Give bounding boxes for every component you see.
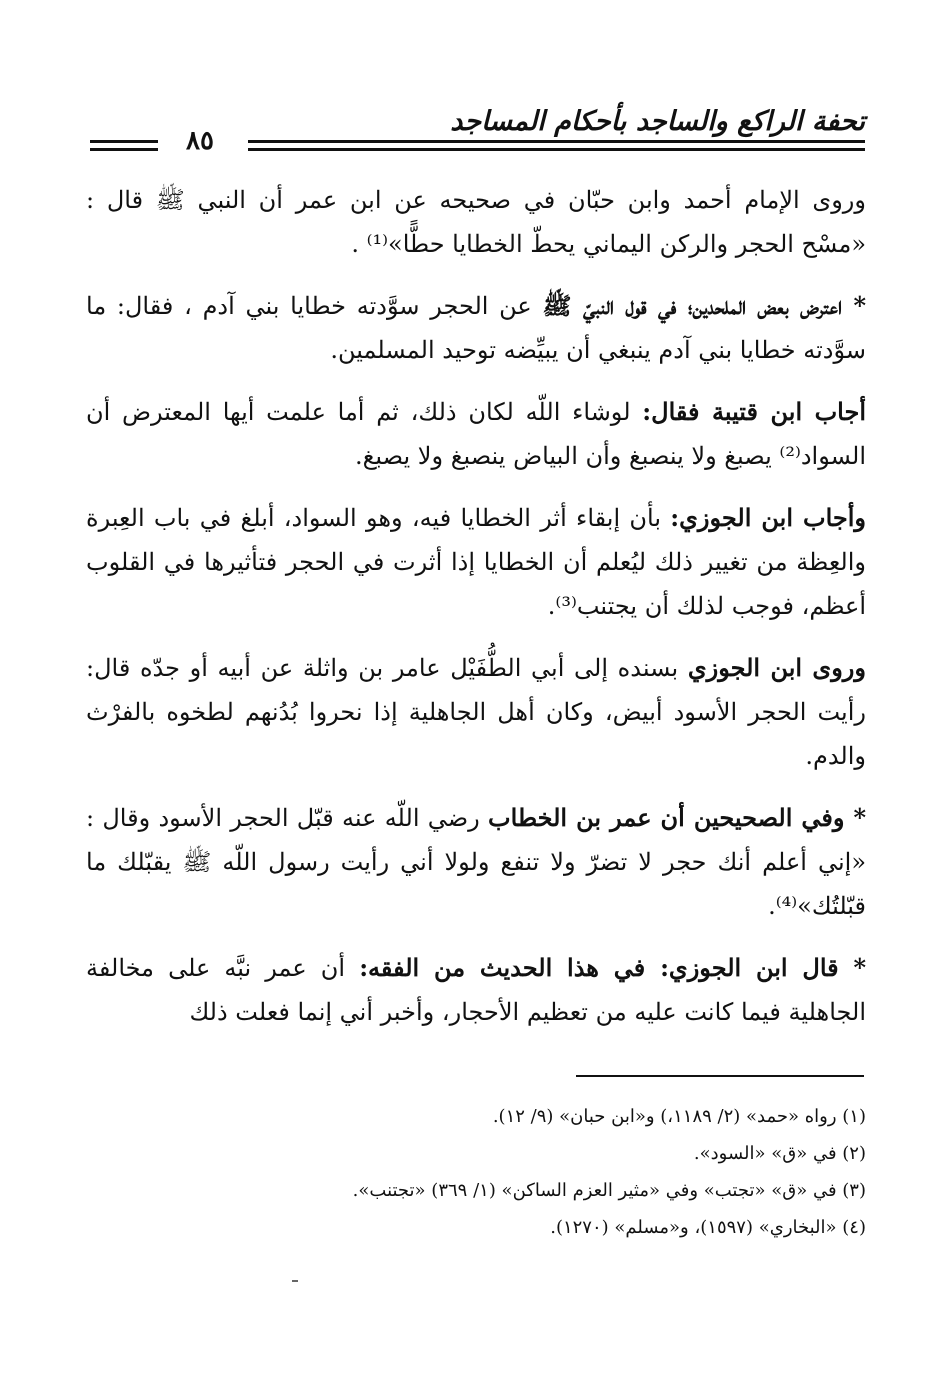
footnotes: [86, 1098, 866, 1246]
paragraph-lead: وأجاب ابن الجوزي:: [670, 503, 866, 532]
footnote: (٤) «البخاري» (١٥٩٧)، و«مسلم» (١٢٧٠).: [550, 1217, 866, 1238]
paragraph: [86, 390, 866, 478]
paragraph: [86, 946, 866, 1034]
footnote: (١) رواه «حمد» (٢/ ١١٨٩،) و«ابن حبان» (٩/ ١٢).: [492, 1106, 866, 1127]
paragraph-lead: أجاب ابن قتيبة فقال:: [642, 397, 866, 426]
header-rule: [90, 148, 158, 151]
paragraph-lead: * وفي الصحيحين أن عمر بن الخطاب: [488, 803, 866, 832]
footnote: (٣) في «ق» «تجتب» وفي «مثير العزم الساكن» (١/ ٣٦٩) «تجتنب».: [352, 1180, 866, 1201]
paragraph-text: لوشاء اللّه لكان ذلك، ثم أما علمت أيها المعترض أن السواد⁽²⁾ يصبغ ولا ينصبغ وأن البياض ينصبغ ولا يصبغ.: [86, 398, 866, 470]
paragraph-text: وروى الإمام أحمد وابن حبّان في صحيحه عن ابن عمر أن النبي ﷺ قال : «مسْح الحجر والركن اليماني يحطّ الخطايا حطًّا»⁽¹⁾ .: [86, 186, 866, 258]
paragraph: [86, 646, 866, 778]
paragraph-text: رضي اللّه عنه قبّل الحجر الأسود وقال : «إني أعلم أنك حجر لا تضرّ ولا تنفع ولولا أني رأيت رسول اللّه ﷺ يقبّلك ما قبّلتُك»⁽⁴⁾.: [86, 804, 866, 920]
header-rule: [248, 148, 865, 151]
paragraph: [86, 796, 866, 928]
book-title: تحفة الراكع والساجد بأحكام المساجد: [450, 106, 865, 137]
footnote: (٢) في «ق» «السود».: [693, 1143, 866, 1164]
paragraph: [86, 496, 866, 628]
paragraph-text: أن عمر نبَّه على مخالفة الجاهلية فيما كانت عليه من تعظيم الأحجار، وأخبر أني إنما فعلت ذلك: [86, 954, 866, 1026]
print-mark: [292, 1280, 298, 1282]
page-number: ٨٥: [186, 126, 214, 156]
main-text: [86, 178, 866, 1052]
footnote-separator: [576, 1075, 864, 1077]
paragraph: [86, 284, 866, 372]
header-rule: [90, 140, 158, 143]
page-header: [90, 96, 865, 160]
header-rule: [248, 140, 865, 143]
paragraph-lead: * قال ابن الجوزي: في هذا الحديث من الفقه:: [359, 953, 866, 982]
paragraph-text: بأن إبقاء أثر الخطايا فيه، وهو السواد، أبلغ في باب العِبرة والعِظة من تغيير ذلك ليُعلم أن الخطايا إذا أثرت في الحجر فتأثيرها في القلوب أعظم، فوجب لذلك أن يجتنب⁽³⁾.: [86, 504, 866, 620]
paragraph-lead: وروى ابن الجوزي: [687, 653, 866, 682]
paragraph: [86, 178, 866, 266]
paragraph-text: بسنده إلى أبي الطُّفَيْل عامر بن واثلة عن أبيه أو جدّه قال: رأيت الحجر الأسود أبيض، وكان أهل الجاهلية إذا نحروا بُدُنهم لطخوه بالفرْث والدم.: [86, 654, 866, 770]
paragraph-text: عن الحجر سوَّدته خطايا بني آدم ، فقال: ما سوَّدته خطايا بني آدم ينبغي أن يبيِّضه توحيد المسلمين.: [86, 292, 866, 364]
paragraph-lead: * اعترض بعض الملحدين؛ في قول النبيّ ﷺ: [542, 291, 867, 320]
